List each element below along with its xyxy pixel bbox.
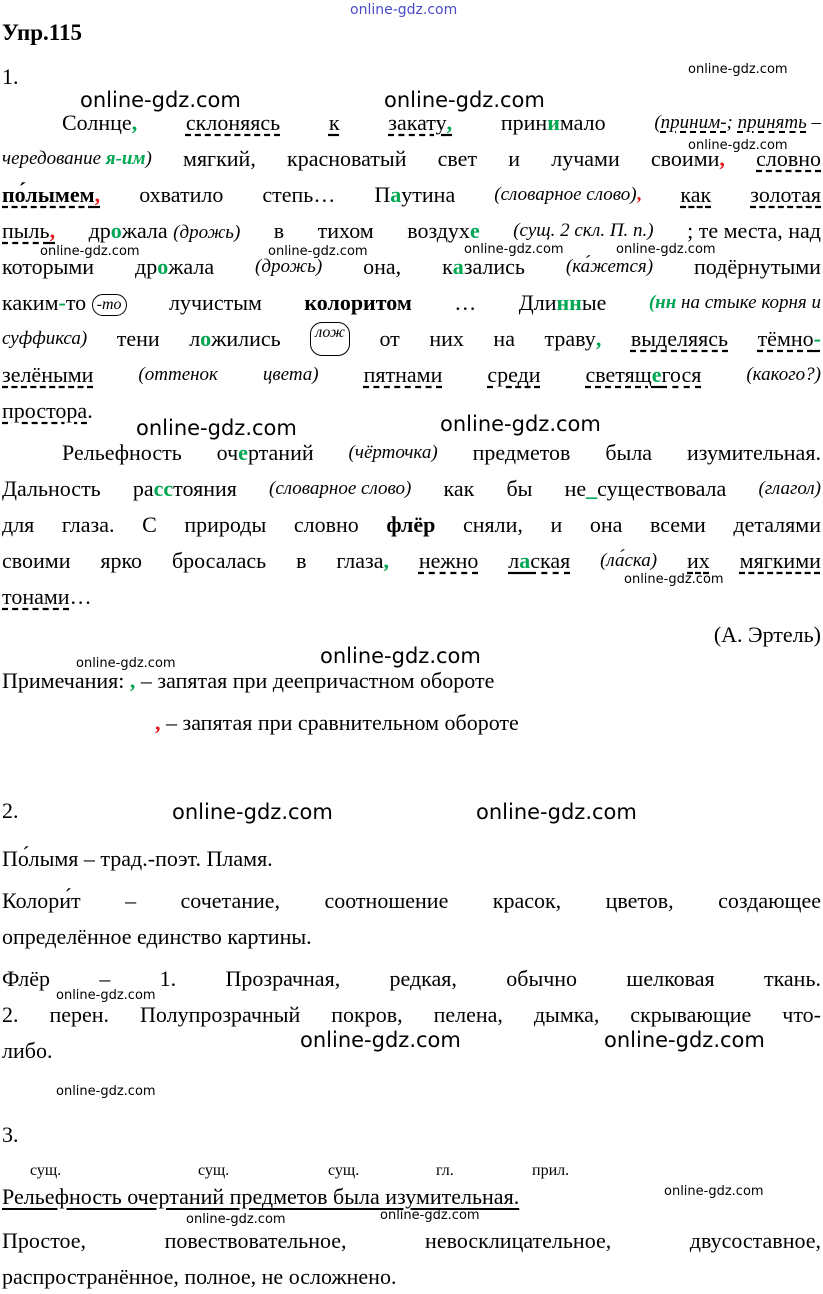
text-line: Дальность расстояния (словарное слово) как бы не_существовала (глагол)	[2, 476, 821, 501]
definition-fler: Флёр – 1. Прозрачная, редкая, обычно шелковая ткань.	[2, 966, 821, 991]
note-1: – запятая при деепричастном обороте	[135, 668, 495, 693]
text-line: тонами…	[2, 584, 92, 609]
pos-label: сущ.	[198, 1162, 230, 1179]
section-number: 2.	[2, 798, 19, 823]
text-line: простора.	[2, 398, 93, 423]
pos-label: сущ.	[328, 1162, 360, 1179]
watermark: online-gdz.com	[384, 88, 545, 112]
text-line: суффикса) тени ложились лож от них на траву, выделяясь тёмно-	[2, 322, 821, 356]
notes	[2, 668, 494, 694]
watermark: online-gdz.com	[350, 2, 458, 18]
watermark: online-gdz.com	[440, 412, 601, 436]
text-line: по́лымем, охватило степь… Паутина (словарное слово), как золотая	[2, 182, 821, 207]
watermark: online-gdz.com	[76, 656, 176, 671]
watermark: online-gdz.com	[320, 644, 481, 668]
definition-fler-cont: 2. перен. Полупрозрачный покров, пелена, дымка, скрывающие что-	[2, 1002, 821, 1027]
watermark: online-gdz.com	[80, 88, 241, 112]
definition-kolorit: Колори́т – сочетание, соотношение красок, цветов, создающее	[2, 888, 821, 913]
watermark: online-gdz.com	[624, 572, 724, 587]
definition-kolorit-cont: определённое единство картины.	[2, 924, 312, 949]
text-line: чередование я-им) мягкий, красноватый свет и лучами своими, словно	[2, 146, 821, 171]
watermark: online-gdz.com	[688, 62, 788, 77]
notes	[155, 710, 519, 736]
watermark: online-gdz.com	[300, 1028, 461, 1052]
text-line: зелёными (оттенок цвета) пятнами среди светящегося (какого?)	[2, 362, 821, 387]
sentence-analysis: Простое, повествовательное, невосклицательное, двусоставное,	[2, 1228, 821, 1253]
definition-fler-end: либо.	[2, 1038, 53, 1063]
watermark: online-gdz.com	[664, 1184, 764, 1199]
page-title: Упр.115	[2, 20, 83, 45]
author: (А. Эртель)	[713, 622, 821, 647]
watermark: online-gdz.com	[40, 244, 140, 259]
sentence-analysis-cont: распространённое, полное, не осложнено.	[2, 1264, 397, 1289]
watermark: online-gdz.com	[604, 1028, 765, 1052]
watermark: online-gdz.com	[186, 1212, 286, 1227]
text-line: которыми дрожала (дрожь) она, казались (ка́жется) подёрнутыми	[2, 254, 821, 279]
section-number: 3.	[2, 1122, 19, 1147]
watermark: online-gdz.com	[464, 242, 564, 257]
watermark: online-gdz.com	[136, 416, 297, 440]
watermark: online-gdz.com	[56, 1084, 156, 1099]
watermark: online-gdz.com	[616, 242, 716, 257]
text-line: своими ярко бросалась в глаза, нежно лаская (ла́ска) их мягкими	[2, 548, 821, 573]
pos-label: сущ.	[30, 1162, 62, 1179]
watermark: online-gdz.com	[56, 988, 156, 1003]
text-line: Солнце, склоняясь к закату, принимало (приним-; принять –	[62, 110, 821, 135]
section-number: 1.	[2, 64, 19, 89]
watermark: online-gdz.com	[172, 800, 333, 824]
note-2: – запятая при сравнительном обороте	[160, 710, 519, 735]
green-comma: ,	[129, 668, 136, 693]
definition-polymya: По́лымя – трад.-поэт. Пламя.	[2, 846, 273, 871]
watermark: online-gdz.com	[268, 244, 368, 259]
pos-label: гл.	[436, 1162, 454, 1179]
pos-label: прил.	[532, 1162, 570, 1179]
watermark: online-gdz.com	[688, 138, 788, 153]
text-line: пыль, дрожала (дрожь) в тихом воздухе (сущ. 2 скл. П. п.) ; те места, над	[2, 218, 821, 243]
watermark: online-gdz.com	[380, 1208, 480, 1223]
text-line: Рельефность очертаний (чёрточка) предметов была изумительная.	[62, 440, 821, 465]
watermark: online-gdz.com	[476, 800, 637, 824]
text-line: для глаза. С природы словно флёр сняли, и она всеми деталями	[2, 512, 821, 537]
notes-label: Примечания:	[2, 668, 125, 693]
parsed-sentence: Рельефность очертаний предметов была изумительная.	[2, 1184, 520, 1209]
text-line: каким-то -то лучистым колоритом … Длинные (нн на стыке корня и	[2, 290, 821, 315]
red-comma: ,	[155, 710, 161, 735]
